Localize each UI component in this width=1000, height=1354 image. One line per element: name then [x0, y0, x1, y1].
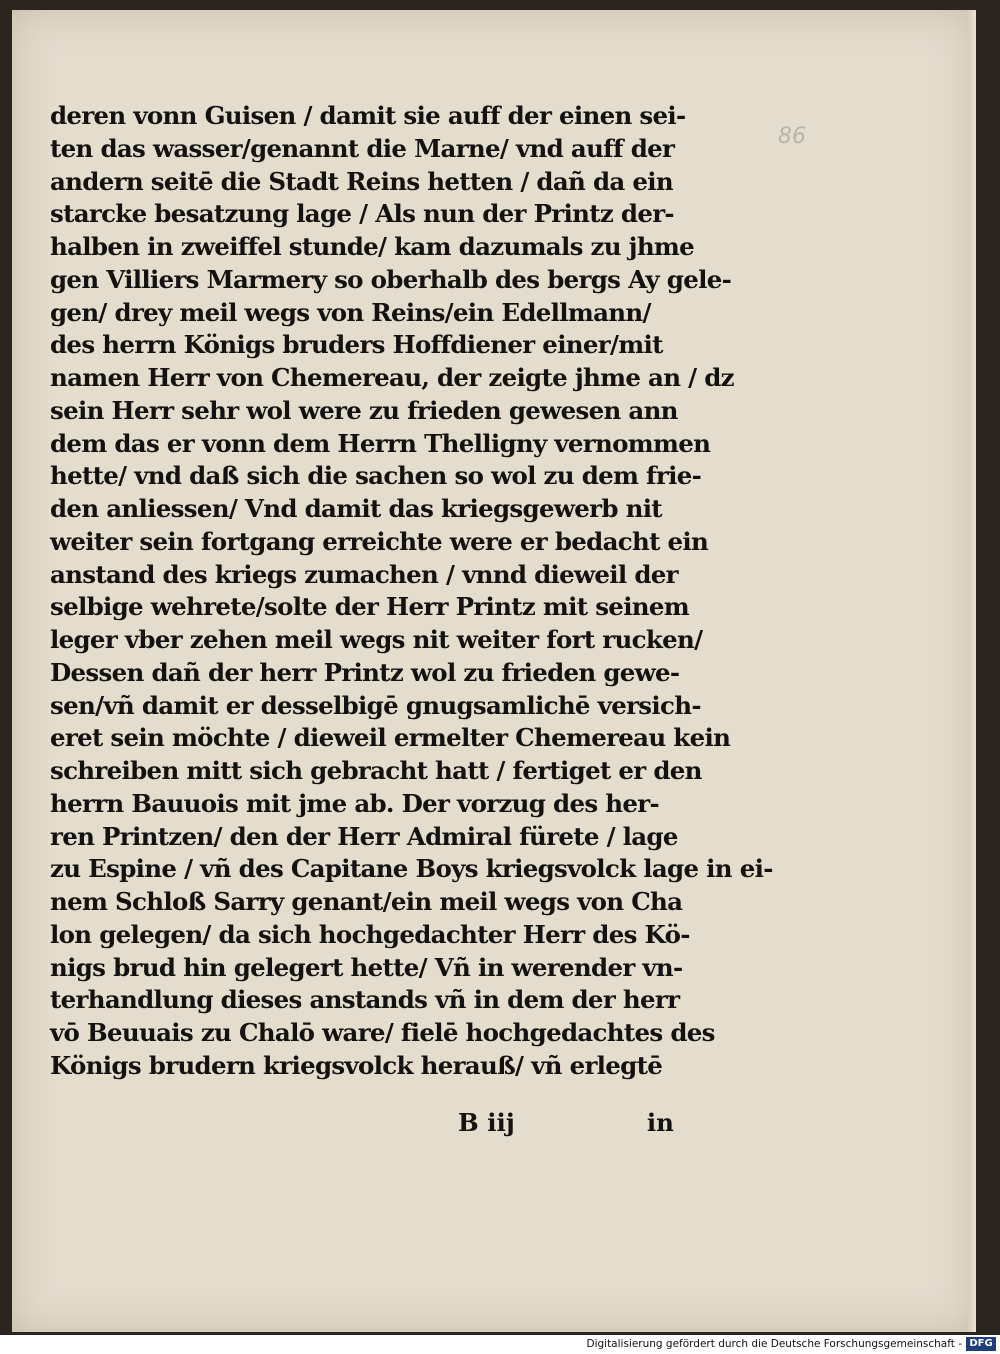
text-line: schreiben mitt sich gebracht hatt / fertiget er den — [50, 756, 702, 785]
page-text-block — [50, 100, 773, 1083]
text-line: anstand des kriegs zumachen / vnnd dieweil der — [50, 559, 678, 589]
text-line: Königs brudern kriegsvolck herauß/ vñ erlegtē — [50, 1050, 663, 1080]
text-line: lon gelegen/ da sich hochgedachter Herr des Kö- — [50, 919, 690, 949]
text-line: nem Schloß Sarry genant/ein meil wegs von Cha — [50, 887, 683, 916]
text-line: Dessen dañ der herr Printz wol zu frieden gewe- — [50, 657, 680, 687]
text-line: halben in zweiffel stunde/ kam dazumals zu jhme — [50, 232, 695, 261]
text-line: gen Villiers Marmery so oberhalb des bergs Ay gele- — [50, 264, 732, 294]
text-line: sein Herr sehr wol were zu frieden gewesen ann — [50, 395, 678, 425]
text-line: ten das wasser/genannt die Marne/ vnd auff der — [50, 133, 675, 163]
text-line: terhandlung dieses anstands vñ in dem der herr — [50, 985, 680, 1015]
text-line: leger vber zehen meil wegs nit weiter fort rucken/ — [50, 625, 703, 654]
text-line: starcke besatzung lage / Als nun der Printz der- — [50, 199, 674, 229]
text-line: den anliessen/ Vnd damit das kriegsgewerb nit — [50, 494, 662, 523]
text-line: deren vonn Guisen / damit sie auff der einen sei- — [50, 101, 686, 130]
text-line: weiter sein fortgang erreichte were er bedacht ein — [50, 526, 709, 556]
dfg-logo-icon: DFG — [966, 1337, 996, 1351]
text-line: namen Herr von Chemereau, der zeigte jhme an / dz — [50, 363, 734, 392]
text-line: sen/vñ damit er desselbigē gnugsamlichē versich- — [50, 690, 701, 720]
text-line: dem das er vonn dem Herrn Thelligny vernommen — [50, 428, 711, 458]
text-line: selbige wehrete/solte der Herr Printz mit seinem — [50, 592, 690, 622]
text-line: gen/ drey meil wegs von Reins/ein Edellmann/ — [50, 297, 651, 327]
pencil-folio-note: 86 — [778, 124, 806, 149]
text-line: hette/ vnd daß sich die sachen so wol zu dem frie- — [50, 461, 702, 491]
text-line: vō Beuuais zu Chalō ware/ fielē hochgedachtes des — [50, 1018, 715, 1047]
text-line: des herrn Königs bruders Hoffdiener einer/mit — [50, 330, 663, 360]
page-edge — [968, 10, 976, 1332]
funding-credit: Digitalisierung gefördert durch die Deutsche Forschungsgemeinschaft - — [586, 1338, 962, 1350]
text-line: herrn Bauuois mit jme ab. Der vorzug des her- — [50, 788, 659, 818]
text-line: eret sein möchte / dieweil ermelter Chemereau kein — [50, 723, 731, 753]
catchword: in — [646, 1108, 674, 1137]
text-line: nigs brud hin gelegert hette/ Vñ in werender vn- — [50, 952, 683, 982]
text-line: ren Printzen/ den der Herr Admiral fürete / lage — [50, 821, 678, 851]
text-line: andern seitē die Stadt Reins hetten / dañ da ein — [50, 166, 674, 196]
signature-mark: B iij — [458, 1108, 515, 1137]
catch-line — [50, 1108, 674, 1142]
text-line: zu Espine / vñ des Capitane Boys kriegsvolck lage in ei- — [50, 854, 773, 884]
